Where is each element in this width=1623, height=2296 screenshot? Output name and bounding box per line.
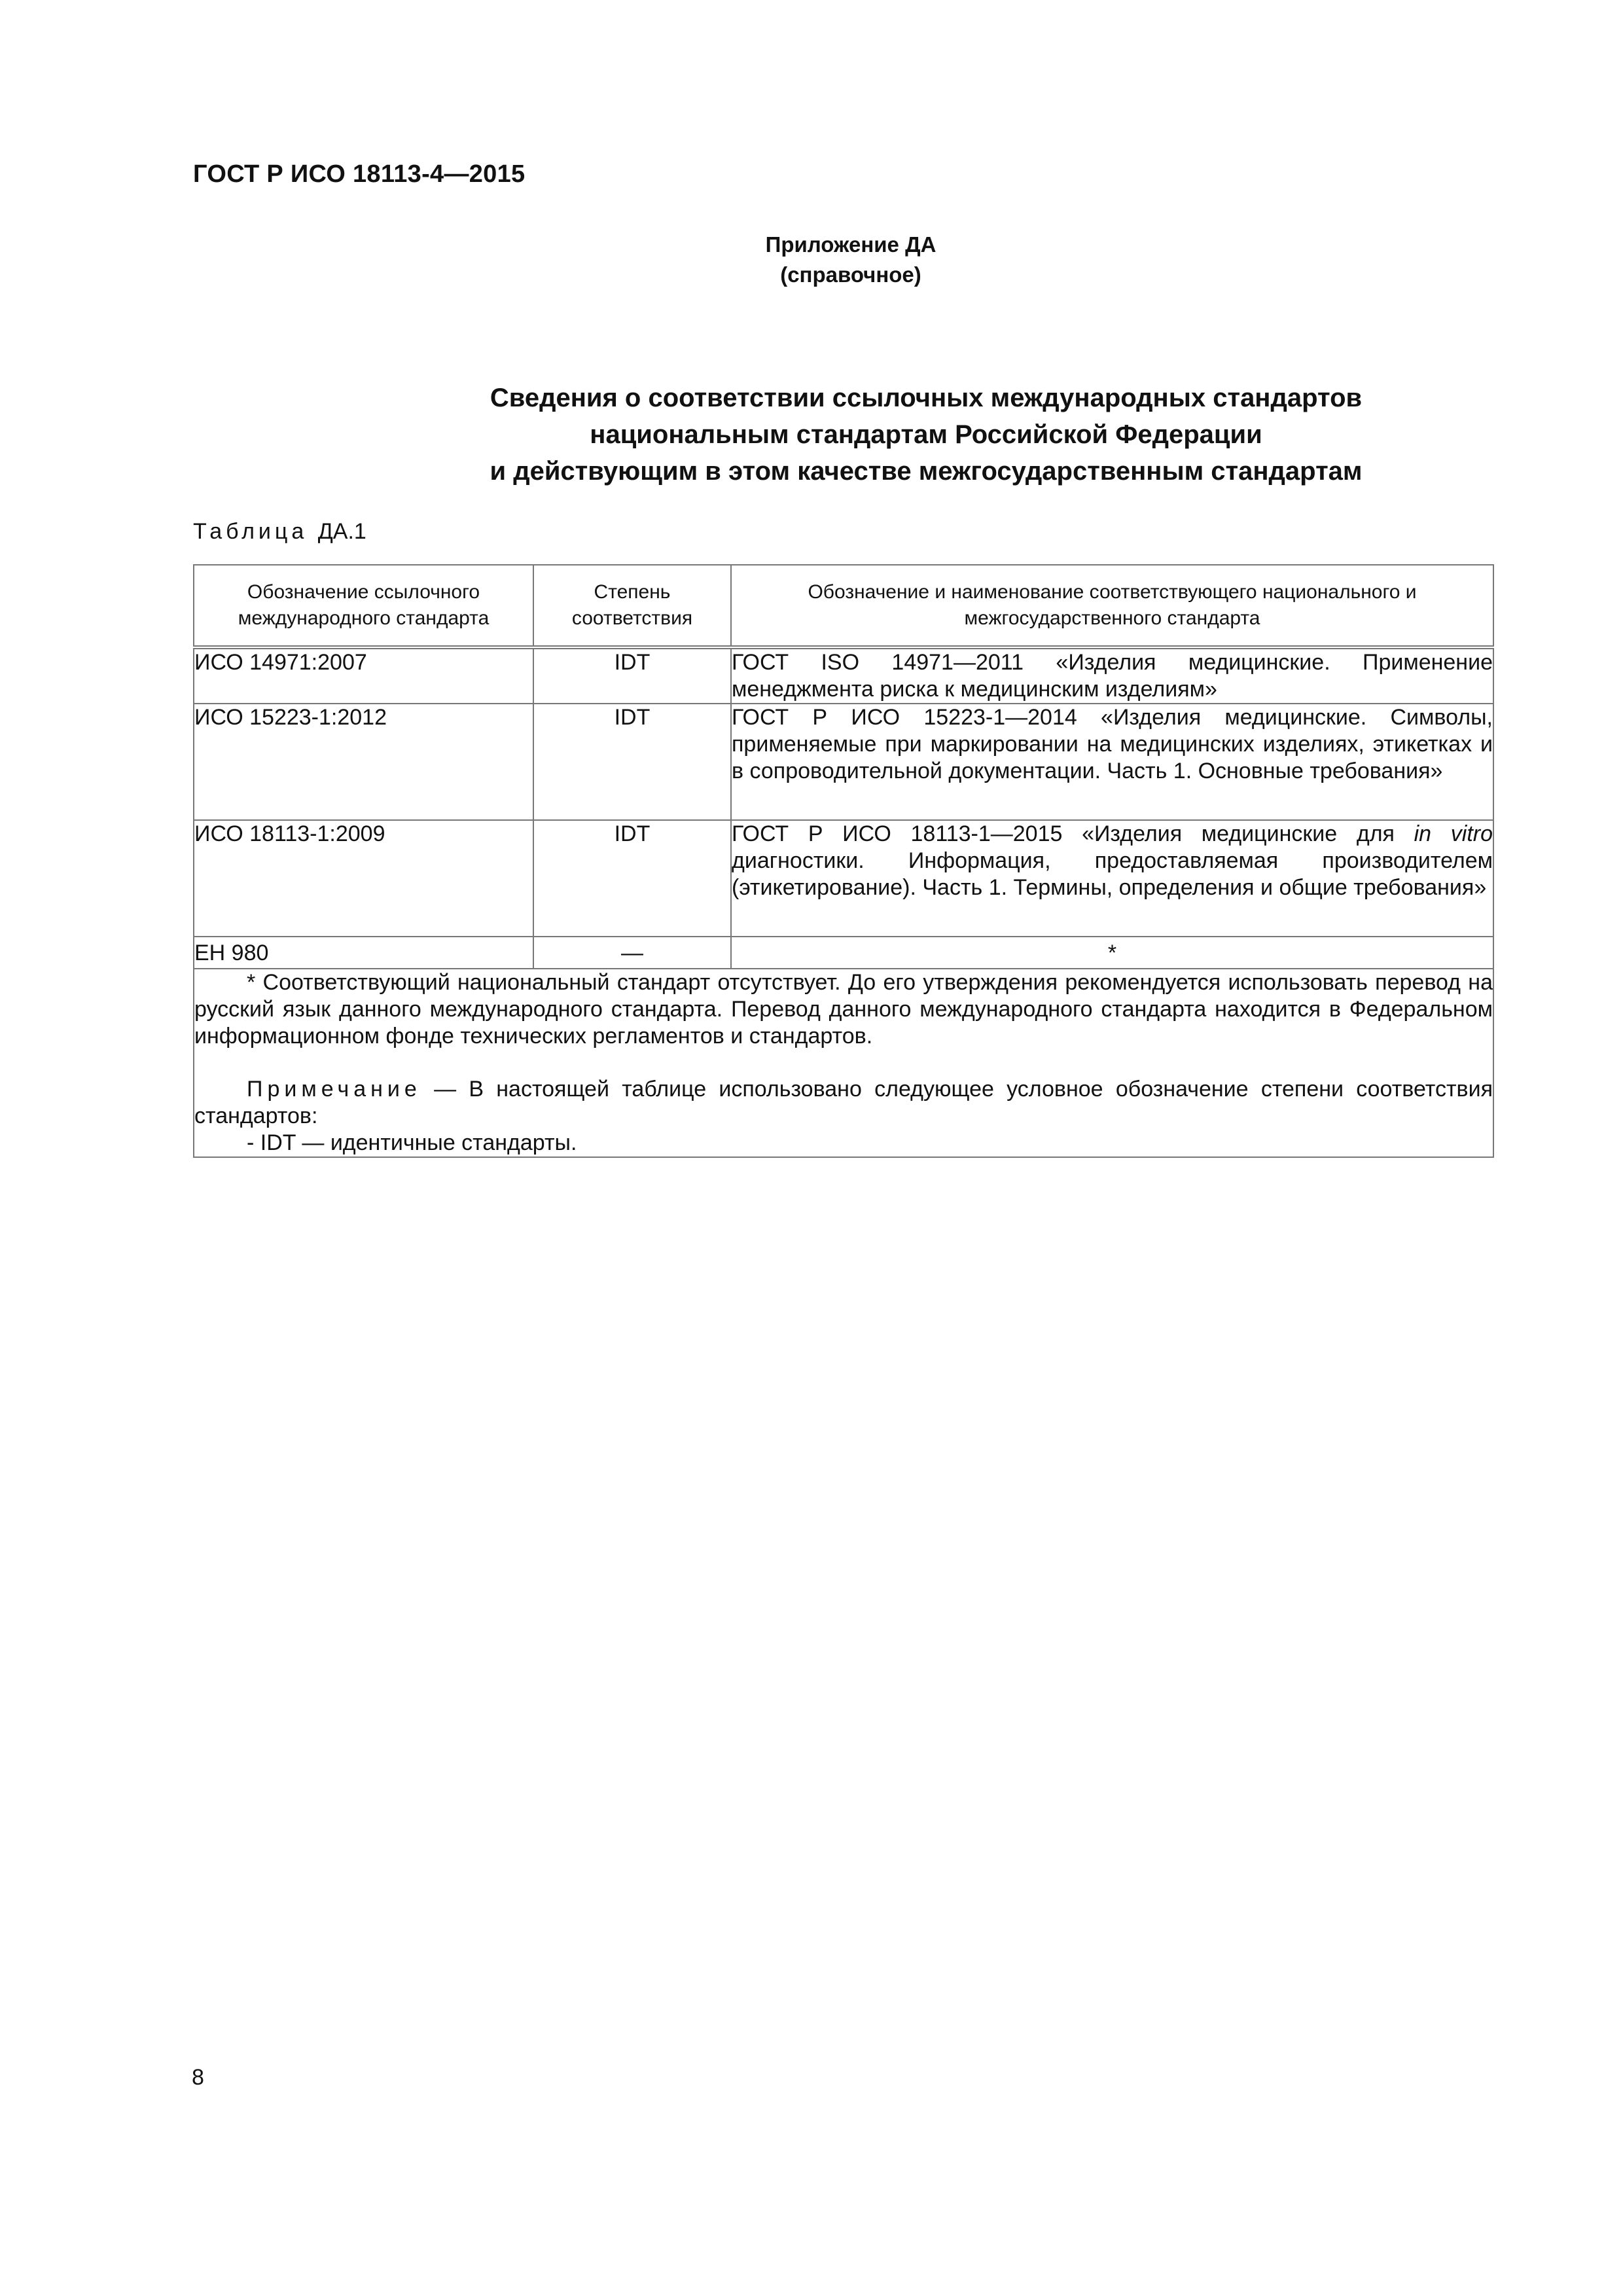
reference-standard-cell: ИСО 15223-1:2012 — [194, 704, 533, 820]
table-caption — [193, 519, 366, 545]
degree-cell: IDT — [533, 820, 731, 937]
reference-standard-cell: ИСО 14971:2007 — [194, 647, 533, 704]
note-label: Примечание — [247, 1077, 421, 1102]
reference-standard-cell: ИСО 18113-1:2009 — [194, 820, 533, 937]
table-note — [194, 1076, 1493, 1130]
document-code: ГОСТ Р ИСО 18113-4—2015 — [193, 160, 526, 188]
note-text: — В настоящей таблице использовано следующее условное обозначение степени соответствия стандартов: — [194, 1077, 1493, 1128]
table-caption-word: Таблица — [193, 519, 308, 544]
note-list-item: - IDT — идентичные стандарты. — [247, 1130, 577, 1155]
degree-cell: IDT — [533, 704, 731, 820]
national-standard-text-suffix: диагностики. Информация, предоставляемая производителем (этикетирование). Часть 1. Термины, определения и общие требования» — [732, 848, 1493, 900]
national-standard-text-italic: in vitro — [1414, 821, 1493, 846]
national-standard-text-prefix: ГОСТ Р ИСО 18113-1—2015 «Изделия медицинские для — [732, 821, 1414, 846]
table-row — [194, 704, 1493, 820]
reference-standards-table — [193, 564, 1494, 1158]
reference-standard-cell: ЕН 980 — [194, 937, 533, 969]
annex-title: Приложение ДА — [765, 232, 936, 257]
annex-heading-line-1: Сведения о соответствии ссылочных международных стандартов — [490, 384, 1363, 412]
annex-heading-line-2: национальным стандартам Российской Федерации — [590, 420, 1262, 449]
national-standard-cell: ГОСТ Р ИСО 15223-1—2014 «Изделия медицинские. Символы, применяемые при маркировании на медицинских изделиях, этикетках и в сопроводительной документации. Часть 1. Основные требования» — [731, 704, 1493, 820]
page-number: 8 — [192, 2065, 204, 2090]
table-row — [194, 937, 1493, 969]
column-header-national: Обозначение и наименование соответствующего национального и межгосударственного стандарта — [731, 565, 1493, 647]
column-header-reference: Обозначение ссылочного международного стандарта — [194, 565, 533, 647]
table-caption-number: ДА.1 — [317, 519, 366, 544]
table-row — [194, 647, 1493, 704]
table-footer-row — [194, 969, 1493, 1157]
table-header-row — [194, 565, 1493, 647]
table-notes-cell — [194, 969, 1493, 1157]
degree-cell: IDT — [533, 647, 731, 704]
national-standard-cell: * — [731, 937, 1493, 969]
annex-heading-line-3: и действующим в этом качестве межгосударственным стандартам — [490, 457, 1363, 486]
degree-cell: — — [533, 937, 731, 969]
national-standard-cell — [731, 820, 1493, 937]
annex-type: (справочное) — [780, 262, 921, 287]
table-footnote: * Соответствующий национальный стандарт отсутствует. До его утверждения рекомендуется использовать перевод на русский язык данного международного стандарта. Перевод данного международного стандарта находится в Федеральном информационном фонде технических регламентов и стандартов. — [194, 970, 1493, 1049]
column-header-degree: Степень соответствия — [533, 565, 731, 647]
national-standard-cell: ГОСТ ISO 14971—2011 «Изделия медицинские. Применение менеджмента риска к медицинским изделиям» — [731, 647, 1493, 704]
table-row — [194, 820, 1493, 937]
